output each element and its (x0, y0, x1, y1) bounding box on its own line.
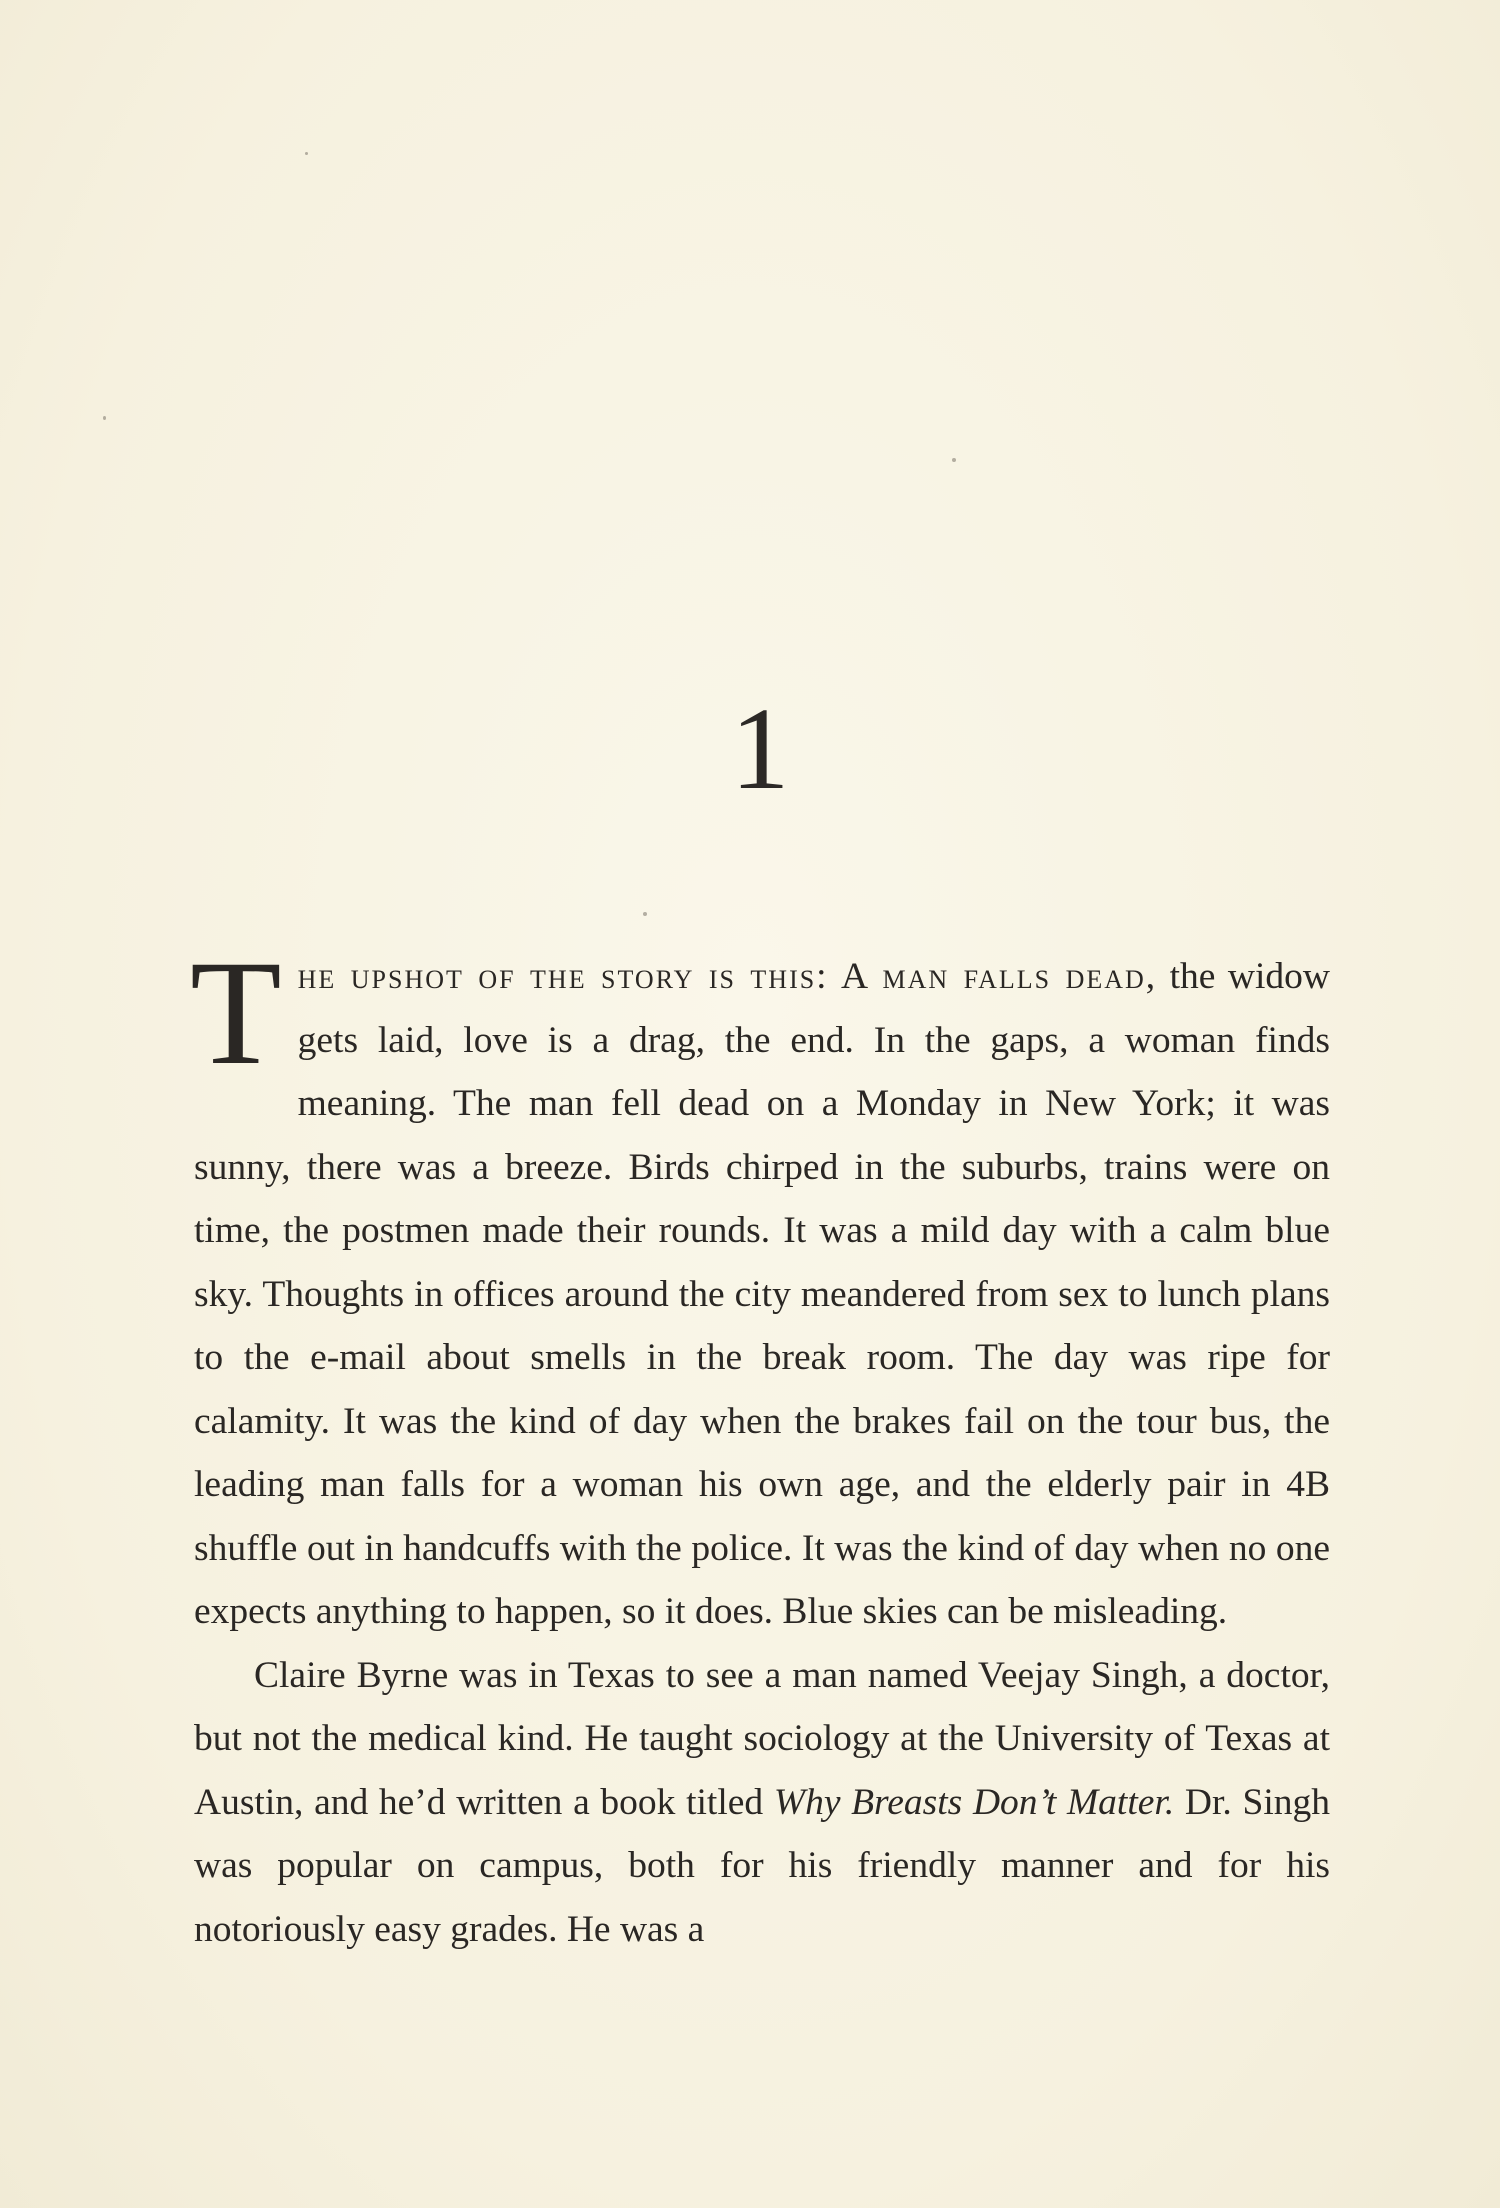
paper-speck (103, 416, 106, 420)
book-title: Why Breasts Don’t Matter. (773, 1781, 1175, 1823)
chapter-text (190, 930, 1330, 1961)
paragraph (194, 1644, 1330, 1962)
paper-speck (305, 152, 308, 155)
paper-speck (643, 912, 647, 916)
small-caps-opening: he upshot of the story is this: A man falls dead, (297, 956, 1158, 997)
chapter-number: 1 (730, 683, 790, 814)
paragraph-text: Dr. Singh was popular on campus, both for his friendly manner and for his notoriously easy grades. He was a (194, 1781, 1330, 1950)
drop-cap: T (190, 930, 282, 1096)
paragraph-text: Claire Byrne was in Texas to see a man named Veejay Singh, a doctor, but not the medical kind. He taught sociology at the University of Texas at Austin, and he’d written a book titled (194, 1654, 1330, 1823)
paragraph (190, 930, 1330, 1644)
paragraph-text: the widow gets laid, love is a drag, the end. In the gaps, a woman finds meaning. The man fell dead on a Monday in New York; it was sunny, there was a breeze. Birds chirped in the suburbs, trains were on time, the postmen made their rounds. It was a mild day with a calm blue sky. Thoughts in offices around the city meandered from sex to lunch plans to the e-mail about smells in the break room. The day was ripe for calamity. It was the kind of day when the brakes fail on the tour bus, the leading man falls for a woman his own age, and the elderly pair in 4B shuffle out in handcuffs with the police. It was the kind of day when no one expects anything to happen, so it does. Blue skies can be misleading. (194, 956, 1330, 1632)
paper-speck (952, 458, 956, 462)
